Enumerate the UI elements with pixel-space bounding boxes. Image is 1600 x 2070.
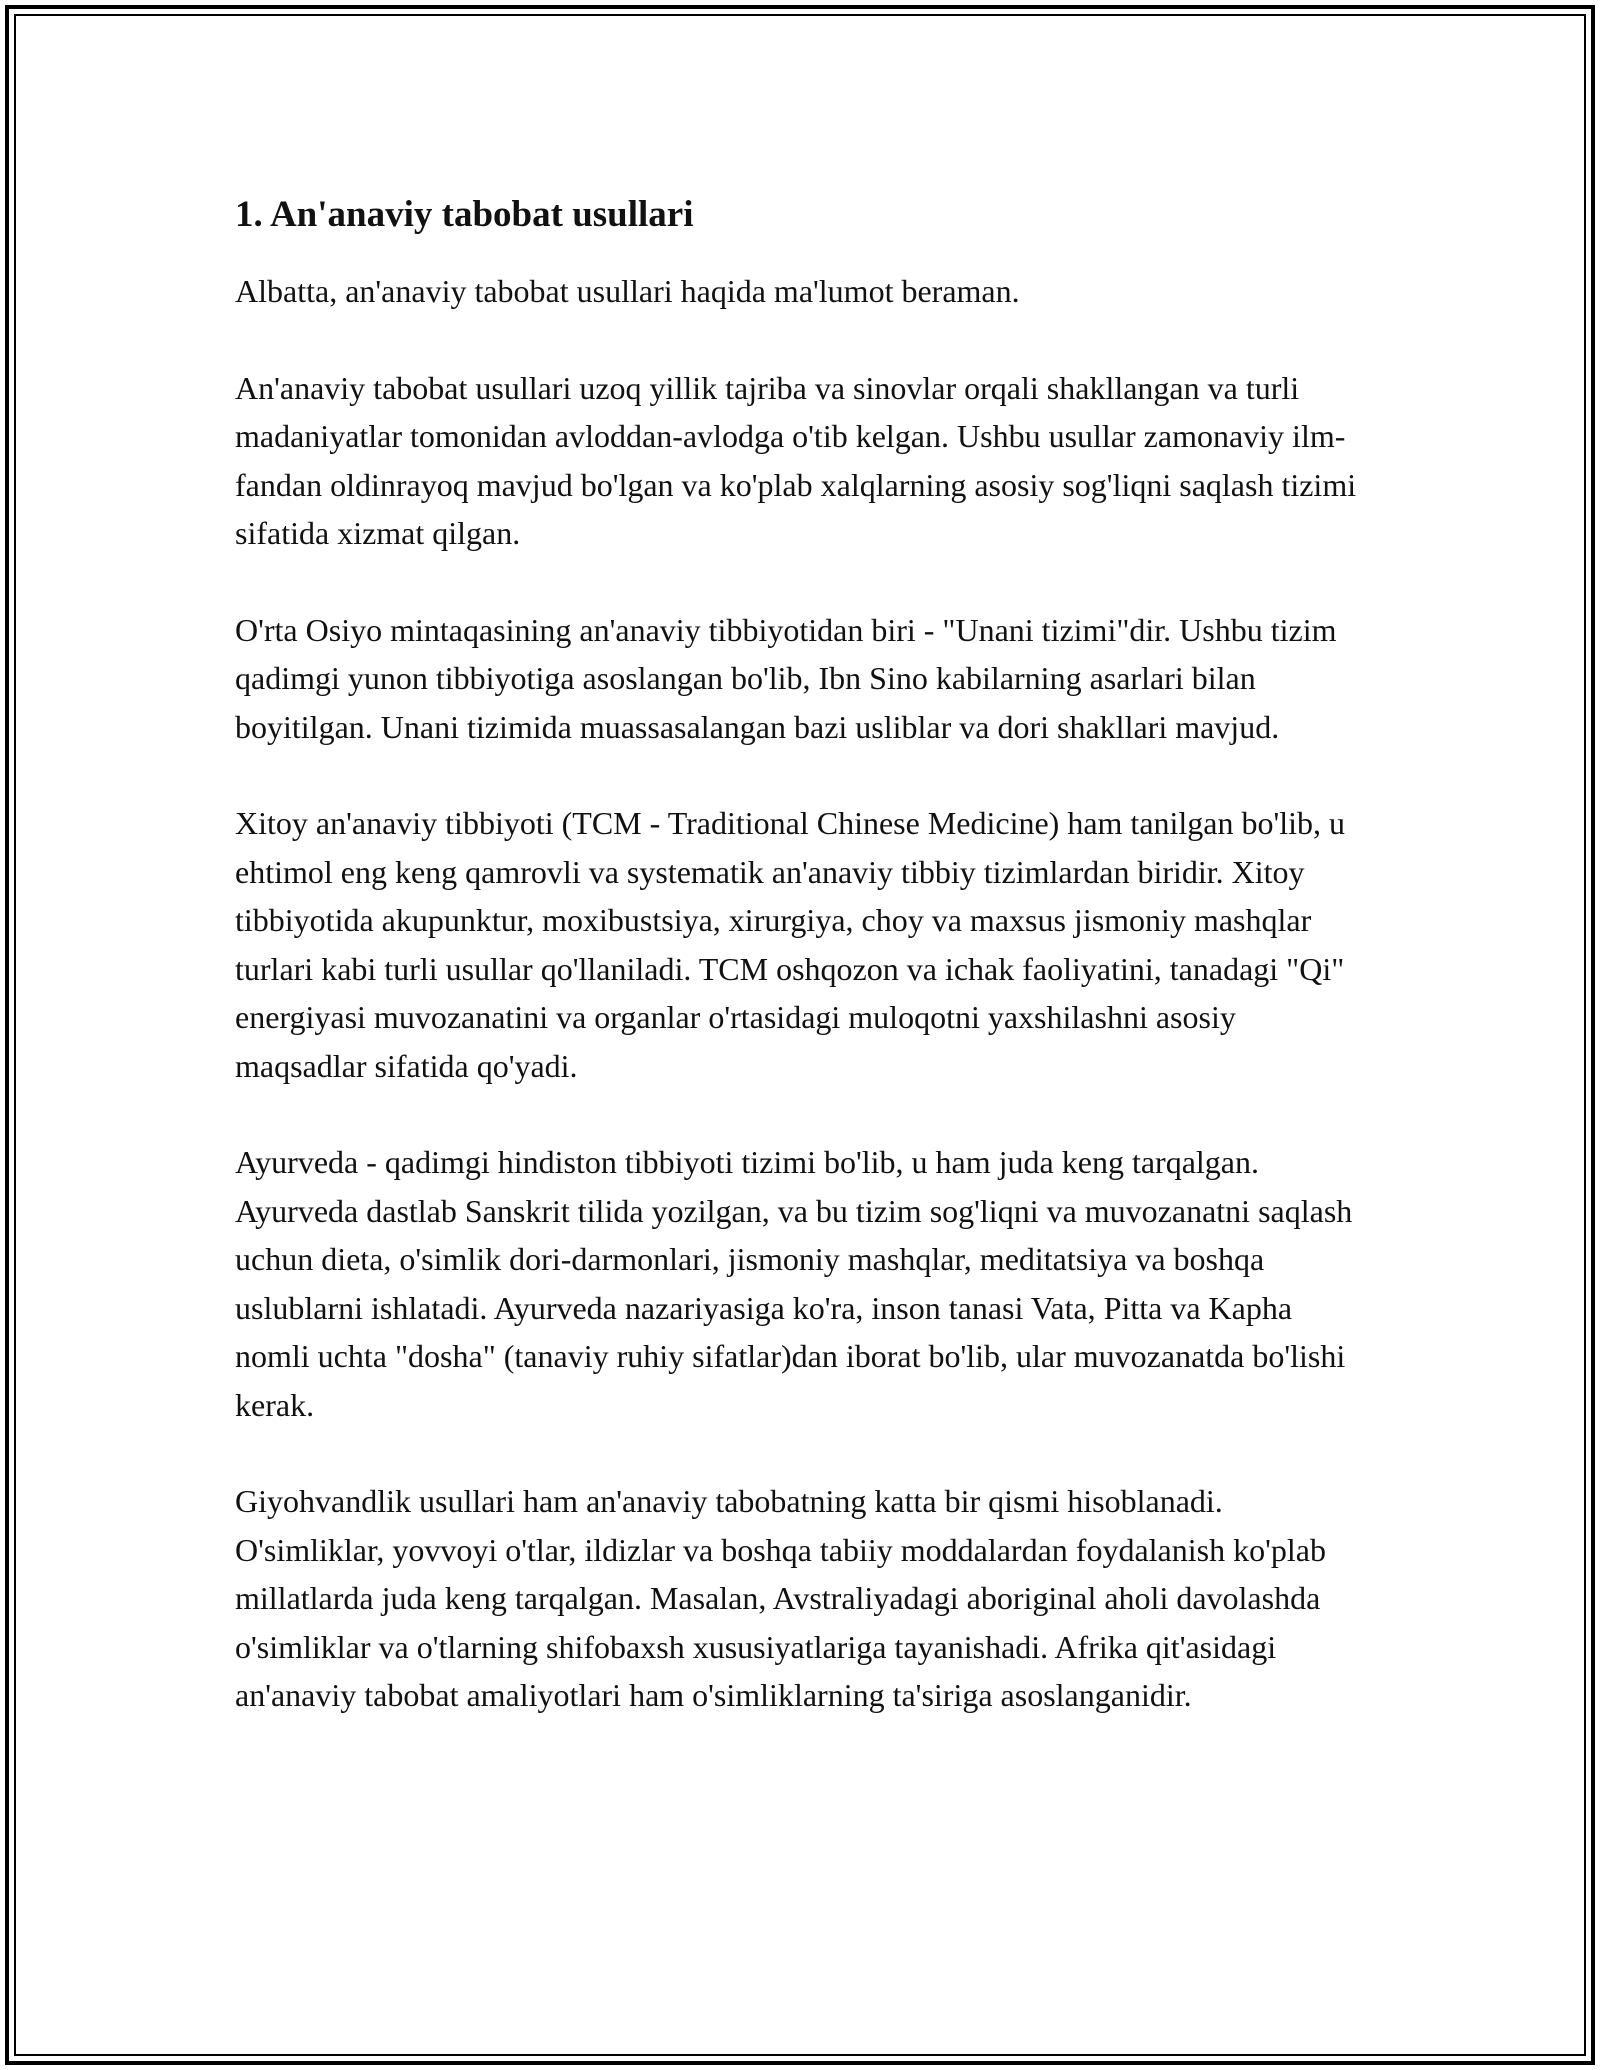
section-title: 1. An'anaviy tabobat usullari: [235, 194, 694, 235]
paragraph-overview: An'anaviy tabobat usullari uzoq yillik tajriba va sinovlar orqali shakllangan va turli madaniyatlar tomonidan avloddan-avlodga o'tib kelgan. Ushbu usullar zamonaviy ilm-fandan oldinrayoq mavjud bo'lgan va ko'plab xalqlarning asosiy sog'liqni saqlash tizimi sifatida xizmat qilgan.: [235, 369, 1357, 551]
paragraph-unani: O'rta Osiyo mintaqasining an'anaviy tibbiyotidan biri - "Unani tizimi"dir. Ushbu tizim qadimgi yunon tibbiyotiga asoslangan bo'lib, Ibn Sino kabilarning asarlari bilan boyitilgan. Unani tizimida muassasalangan bazi usliblar va dori shakllari mavjud.: [235, 611, 1337, 745]
document-body: [235, 185, 1365, 1768]
paragraph-tcm: Xitoy an'anaviy tibbiyoti (TCM - Traditional Chinese Medicine) ham tanilgan bo'lib, u ehtimol eng keng qamrovli va systematik an'anaviy tibbiy tizimlardan biridir. Xitoy tibbiyotida akupunktur, moxibustsiya, xirurgiya, choy va maxsus jismoniy mashqlar turlari kabi turli usullar qo'llaniladi. TCM oshqozon va ichak faoliyatini, tanadagi "Qi" energiyasi muvozanatini va organlar o'rtasidagi muloqotni yaxshilashni asosiy maqsadlar sifatida qo'yadi.: [235, 805, 1346, 1084]
paragraph-ayurveda: Ayurveda - qadimgi hindiston tibbiyoti tizimi bo'lib, u ham juda keng tarqalgan. Ayurveda dastlab Sanskrit tilida yozilgan, va bu tizim sog'liqni va muvozanatni saqlash uchun dieta, o'simlik dori-darmonlari, jismoniy mashqlar, meditatsiya va boshqa uslublarni ishlatadi. Ayurveda nazariyasiga ko'ra, inson tanasi Vata, Pitta va Kapha nomli uchta "dosha" (tanaviy ruhiy sifatlar)dan iborat bo'lib, ular muvozanatda bo'lishi kerak.: [235, 1144, 1353, 1423]
paragraph-herbal: Giyohvandlik usullari ham an'anaviy tabobatning katta bir qismi hisoblanadi. O'simliklar, yovvoyi o'tlar, ildizlar va boshqa tabiiy moddalardan foydalanish ko'plab millatlarda juda keng tarqalgan. Masalan, Avstraliyadagi aboriginal aholi davolashda o'simliklar va o'tlarning shifobaxsh xususiyatlariga tayanishadi. Afrika qit'asidagi an'anaviy tabobat amaliyotlari ham o'simliklarning ta'siriga asoslanganidir.: [235, 1483, 1326, 1713]
paragraph-intro: Albatta, an'anaviy tabobat usullari haqida ma'lumot beraman.: [235, 273, 1020, 309]
